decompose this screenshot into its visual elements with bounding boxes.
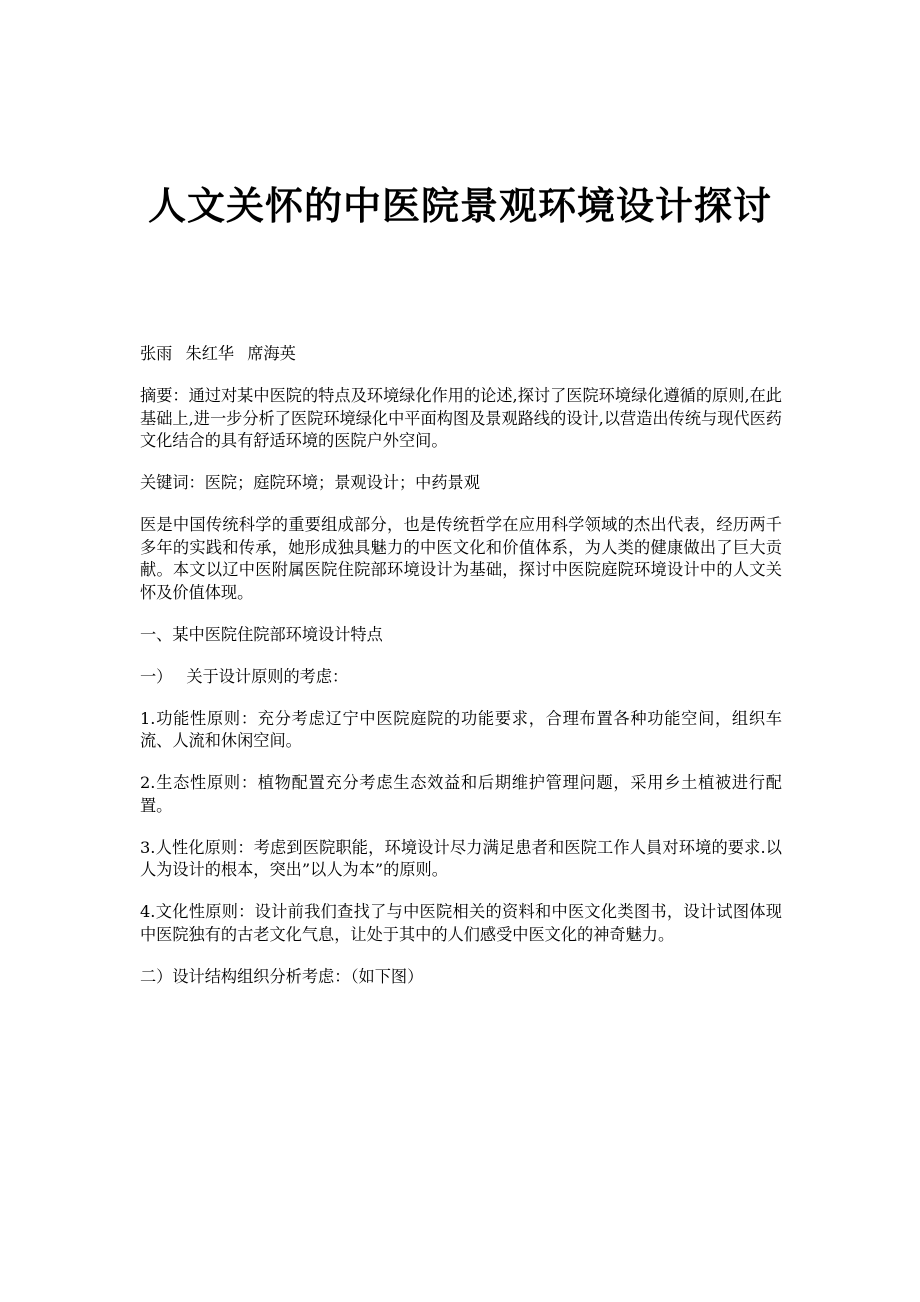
authors-line — [140, 343, 782, 366]
principle-paragraph: 3.人性化原则：考虑到医院职能，环境设计尽力满足患者和医院工作人員对环境的要求.以人为设计的根本，突出”以人为本”的原则。 — [140, 837, 782, 879]
subsection-number: 一） — [140, 666, 173, 686]
keywords-paragraph: 关键词：医院；庭院环境；景观设计；中药景观 — [140, 473, 480, 492]
subsection-heading — [140, 666, 782, 689]
section-heading: 一、某中医院住院部环境设计特点 — [140, 624, 383, 644]
principle-paragraph: 4.文化性原则：设计前我们查找了与中医院相关的资料和中医文化类图书，设计试图体现中医院独有的古老文化气息，让处于其中的人们感受中医文化的神奇魅力。 — [140, 902, 782, 944]
principle-paragraph: 1.功能性原则：充分考虑辽宁中医院庭院的功能要求，合理布置各种功能空间，组织车流、人流和休闲空间。 — [140, 708, 782, 750]
intro-paragraph: 医是中国传统科学的重要组成部分，也是传统哲学在应用科学领域的杰出代表，经历两千多年的实践和传承，她形成独具魅力的中医文化和价值体系，为人类的健康做出了巨大贡献。本文以辽中医附属医院住院部环境设计为基础，探讨中医院庭院环境设计中的人文关怀及价值体现。 — [140, 515, 782, 602]
author-name: 张雨 — [140, 344, 173, 363]
document-body — [140, 343, 782, 1008]
document-title: 人文关怀的中医院景观环境设计探讨 — [147, 183, 772, 228]
principle-paragraph: 2.生态性原则：植物配置充分考虑生态效益和后期维护管理问题，采用乡土植被进行配置。 — [140, 773, 782, 815]
subsection-text: 关于设计原则的考虑： — [186, 666, 349, 686]
subsection-heading: 二）设计结构组织分析考虑：（如下图） — [140, 966, 424, 986]
author-name: 朱红华 — [185, 344, 235, 363]
abstract-paragraph: 摘要：通过对某中医院的特点及环境绿化作用的论述,探讨了医院环境绿化遵循的原则,在此基础上,进一步分析了医院环境绿化中平面构图及景观路线的设计,以营造出传统与现代医药文化结合的具有舒适环境的医院户外空间。 — [140, 386, 782, 450]
author-name: 席海英 — [247, 344, 296, 363]
